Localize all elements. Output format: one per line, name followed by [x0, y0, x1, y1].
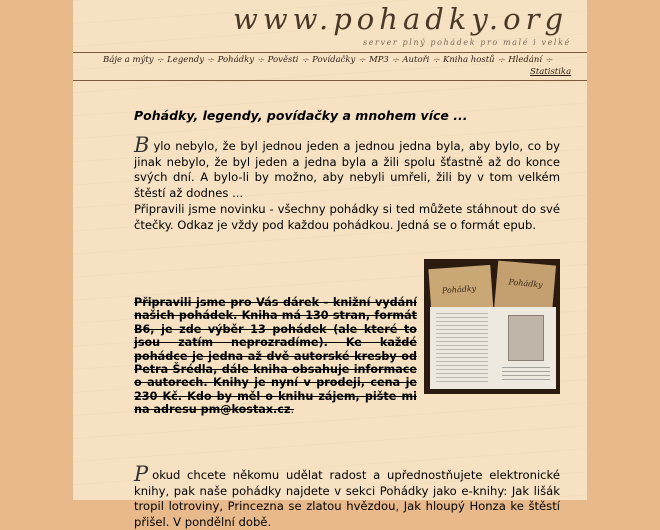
nav-item-povidacky[interactable]: Povídačky — [312, 55, 356, 65]
nav-separator: -:- — [392, 55, 399, 65]
nav-separator: -:- — [433, 55, 439, 65]
nav-item-autori[interactable]: Autoři — [402, 55, 430, 65]
nav-separator: -:- — [302, 55, 309, 65]
page-heading: Pohádky, legendy, povídačky a mnohem více ... — [134, 108, 468, 123]
nav-separator: -:- — [157, 55, 164, 65]
intro-dropcap: B — [134, 133, 150, 157]
nav-item-hledani[interactable]: Hledání — [508, 55, 543, 65]
gift-text: Připravili jsme pro Vás dárek - knižní vydání našich pohádek. Kniha má 130 stran, formát B6, je zde výběr 13 pohádek (ale které to jsou zatím neprozradíme). Ke každé pohádce je jedna až dvě autorské kresby od Petra Šrédla, dále kniha obsahuje informace o autorech. Knihy je nyní v prodeji, cena je 230 Kč. Kdo by měl o knihu zájem, pište mi na adresu — [134, 296, 417, 417]
nav-item-mp3[interactable]: MP3 — [368, 55, 389, 65]
nav-separator: -:- — [208, 55, 214, 65]
gift-period: . — [290, 403, 295, 417]
intro-text: ylo nebylo, že byl jednou jeden a jednou jedna byla, aby bylo, co by jinak nebylo, že byl jeden a jedna byla a žili spolu šťastně až do konce svých dní. A bylo-li by možno, aby nebyli umřeli, žili by v tom velkém štěstí až dodnes ... — [134, 139, 560, 200]
book-photo — [424, 259, 560, 394]
nav-item-pohadky[interactable]: Pohádky — [217, 55, 255, 65]
nav-item-baje[interactable]: Báje a mýty — [103, 55, 154, 65]
nav-item-kniha-hostu[interactable]: Kniha hostů — [442, 55, 495, 65]
nav-item-legendy[interactable]: Legendy — [167, 55, 205, 65]
nav-item-povesti[interactable]: Pověsti — [267, 55, 299, 65]
site-tagline: server plný pohádek pro malé i velké — [363, 38, 571, 47]
ebooks-text: okud chcete někomu udělat radost a upřednostňujete elektronické knihy, pak naše pohádky najdete v sekci Pohádky jako e-knihy: Jak lišák tropil lotroviny, Princezna se zlatou hvězdou, Jak hloupý Honza ke štěstí přišel. V pondělní době. — [134, 468, 560, 529]
ebooks-dropcap: P — [134, 462, 149, 486]
book-illustration — [508, 315, 544, 361]
nav-separator: -:- — [258, 55, 264, 65]
nav-separator: -:- — [498, 55, 505, 65]
ebooks-paragraph — [134, 462, 560, 530]
header-rule-bottom — [73, 80, 587, 81]
book-cover-title-left: Pohádky — [441, 283, 477, 296]
book-cover-title-right: Pohádky — [508, 277, 544, 290]
intro-paragraph — [134, 133, 560, 201]
nav-separator: -:- — [359, 55, 365, 65]
header-rule-top — [73, 52, 587, 53]
book-caption — [502, 367, 550, 381]
page-paper — [73, 0, 587, 529]
nav-separator: -:- — [546, 55, 552, 65]
site-title[interactable]: www.pohadky.org — [233, 2, 569, 36]
contact-email-link[interactable]: pm@kostax.cz — [200, 403, 291, 417]
nav-item-statistika[interactable]: Statistika — [530, 67, 572, 77]
book-page-text — [436, 313, 488, 383]
gift-paragraph — [134, 296, 417, 417]
open-book — [430, 307, 556, 389]
news-paragraph: Připravili jsme novinku - všechny pohádky si ted můžete stáhnout do své čtečky. Odkaz je vždy pod každou pohádkou. Jedná se o formát epub. — [134, 202, 560, 232]
main-navigation — [103, 54, 573, 67]
